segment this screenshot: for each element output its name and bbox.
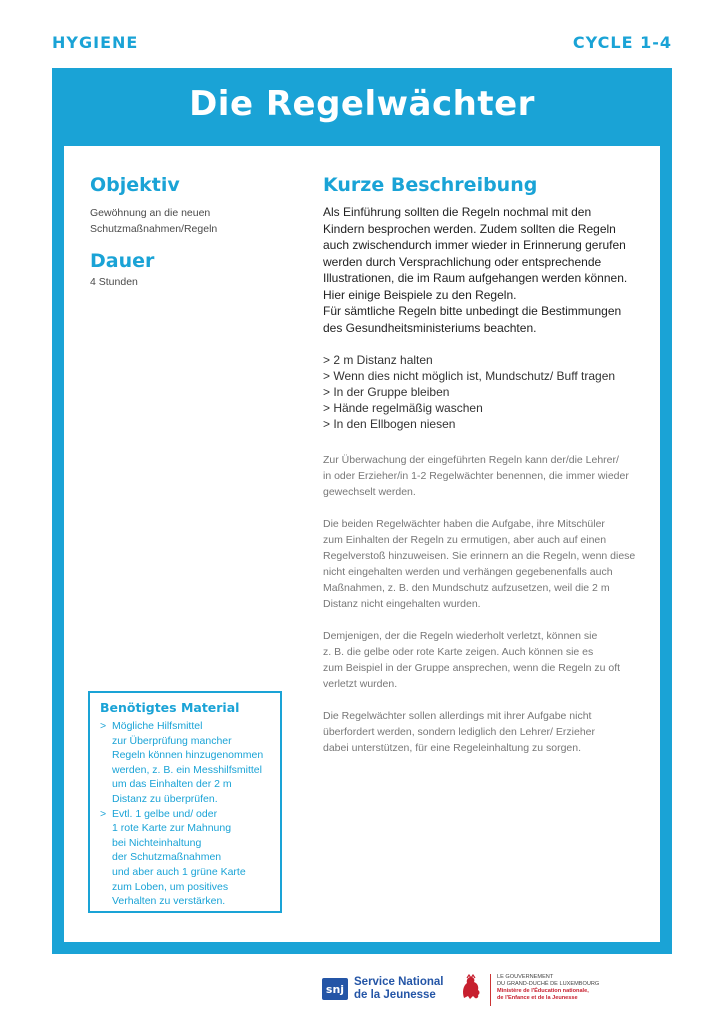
content-frame: [52, 68, 672, 954]
material-line: werden, z. B. ein Messhilfsmittel: [112, 763, 262, 776]
paragraph-line: Regelverstoß hinzuweisen. Sie erinnern an die Regeln, wenn diese: [323, 550, 636, 562]
intro-line: Illustrationen, die im Raum aufgehangen werden können.: [323, 271, 628, 285]
paragraph-line: dabei unterstützen, für eine Regeleinhaltung zu sorgen.: [323, 742, 582, 754]
paragraph-line: Zur Überwachung der eingeführten Regeln kann der/die Lehrer/: [323, 454, 619, 466]
paragraph: [323, 708, 648, 756]
bullet-marker: >: [100, 720, 107, 732]
gov-divider: [490, 974, 491, 1006]
intro-line: Als Einführung sollten die Regeln nochmal mit den: [323, 205, 592, 219]
gov-ministry-line: de l'Enfance et de la Jeunesse: [497, 995, 578, 1001]
rule-item: > In den Ellbogen niesen: [323, 417, 456, 431]
content-panel: [64, 146, 660, 942]
rule-item: > In der Gruppe bleiben: [323, 385, 450, 399]
material-line: Verhalten zu verstärken.: [112, 895, 226, 908]
intro-line: Für sämtliche Regeln bitte unbedingt die Bestimmungen: [323, 304, 622, 318]
left-column: [90, 174, 300, 290]
intro-line: Hier einige Beispiele zu den Regeln.: [323, 287, 517, 302]
intro-line: werden durch Versprachlichung oder entsprechende: [323, 254, 602, 269]
paragraph-line: Die Regelwächter sollen allerdings mit ihrer Aufgabe nicht: [323, 710, 592, 722]
paragraph-line: Distanz nicht eingehalten wurden.: [323, 598, 481, 610]
objektiv-heading: Objektiv: [90, 174, 180, 196]
dauer-text: 4 Stunden: [90, 276, 138, 288]
paragraph-line: zum Beispiel in der Gruppe ansprechen, wenn die Regeln zu oft: [323, 662, 621, 674]
paragraph: [323, 628, 648, 692]
material-line: Regeln können hinzugenommen: [112, 749, 264, 762]
snj-branding: [322, 976, 443, 1002]
material-line: zum Loben, um positives: [112, 880, 229, 893]
material-line: und aber auch 1 grüne Karte: [112, 865, 246, 878]
objektiv-line: Gewöhnung an die neuen: [90, 207, 211, 219]
objektiv-line: Schutzmaßnahmen/Regeln: [90, 223, 218, 235]
material-box: [88, 691, 282, 913]
snj-line: Service National: [354, 976, 444, 988]
paragraph-line: nicht eingehalten werden und verhängen gegebenenfalls auch: [323, 566, 613, 578]
rules-list: [323, 352, 648, 432]
paragraph-line: überfordert werden, sondern lediglich den Lehrer/ Erzieher: [323, 726, 595, 738]
gov-line: DU GRAND-DUCHÉ DE LUXEMBOURG: [497, 981, 600, 987]
paragraph-line: Demjenigen, der die Regeln wiederholt verletzt, können sie: [323, 630, 598, 642]
material-line: bei Nichteinhaltung: [112, 836, 202, 849]
objektiv-text: [90, 205, 300, 237]
bullet-marker: >: [100, 807, 107, 820]
material-line: Distanz zu überprüfen.: [112, 792, 218, 805]
snj-name: [354, 976, 443, 1002]
footer: [0, 968, 724, 1024]
rule-item: > Wenn dies nicht möglich ist, Mundschutz/ Buff tragen: [323, 369, 616, 383]
material-line: um das Einhalten der 2 m: [112, 778, 232, 791]
page-title: Die Regelwächter: [189, 84, 535, 124]
intro-line: auch zwischendurch immer wieder in Erinnerung gerufen: [323, 238, 626, 252]
gov-line: LE GOUVERNEMENT: [497, 974, 554, 980]
right-column: [323, 174, 648, 756]
paragraph-line: zum Einhalten der Regeln zu ermutigen, aber auch auf einen: [323, 534, 607, 546]
material-line: Mögliche Hilfsmittel: [112, 720, 203, 732]
material-item: [100, 719, 270, 807]
material-heading: Benötigtes Material: [100, 700, 240, 715]
intro-line: Kindern besprochen werden. Zudem sollten die Regeln: [323, 221, 616, 236]
section-label: HYGIENE: [52, 33, 139, 52]
gov-ministry-line: Ministère de l'Éducation nationale,: [497, 988, 589, 994]
snj-logo-icon: snj: [322, 978, 348, 1000]
gov-name: [497, 974, 599, 1002]
material-line: zur Überprüfung mancher: [112, 734, 232, 747]
material-line: der Schutzmaßnahmen: [112, 851, 222, 864]
rule-item: > Hände regelmäßig waschen: [323, 401, 483, 415]
government-branding: [458, 974, 599, 1006]
intro-text: [323, 204, 648, 336]
paragraph-line: verletzt wurden.: [323, 678, 398, 690]
paragraph-line: Maßnahmen, z. B. den Mundschutz aufzusetzen, weil die 2 m: [323, 582, 610, 594]
paragraph: [323, 516, 648, 612]
paragraph-line: z. B. die gelbe oder rote Karte zeigen. Auch können sie es: [323, 646, 594, 658]
paragraph-line: Die beiden Regelwächter haben die Aufgabe, ihre Mitschüler: [323, 518, 605, 530]
material-item: [100, 807, 270, 909]
cycle-label: CYCLE 1-4: [572, 33, 672, 52]
lion-crest-icon: [458, 974, 484, 1002]
paragraph-line: in oder Erzieher/in 1-2 Regelwächter benennen, die immer wieder: [323, 470, 629, 482]
snj-line: de la Jeunesse: [354, 989, 436, 1001]
material-line: 1 rote Karte zur Mahnung: [112, 822, 232, 835]
rule-item: > 2 m Distanz halten: [323, 353, 433, 367]
material-line: Evtl. 1 gelbe und/ oder: [112, 807, 218, 820]
dauer-heading: Dauer: [90, 250, 155, 272]
paragraph-line: gewechselt werden.: [323, 486, 416, 498]
intro-line: des Gesundheitsministeriums beachten.: [323, 320, 537, 335]
material-list: [100, 719, 270, 909]
paragraph: [323, 452, 648, 500]
beschreibung-heading: Kurze Beschreibung: [323, 174, 538, 196]
